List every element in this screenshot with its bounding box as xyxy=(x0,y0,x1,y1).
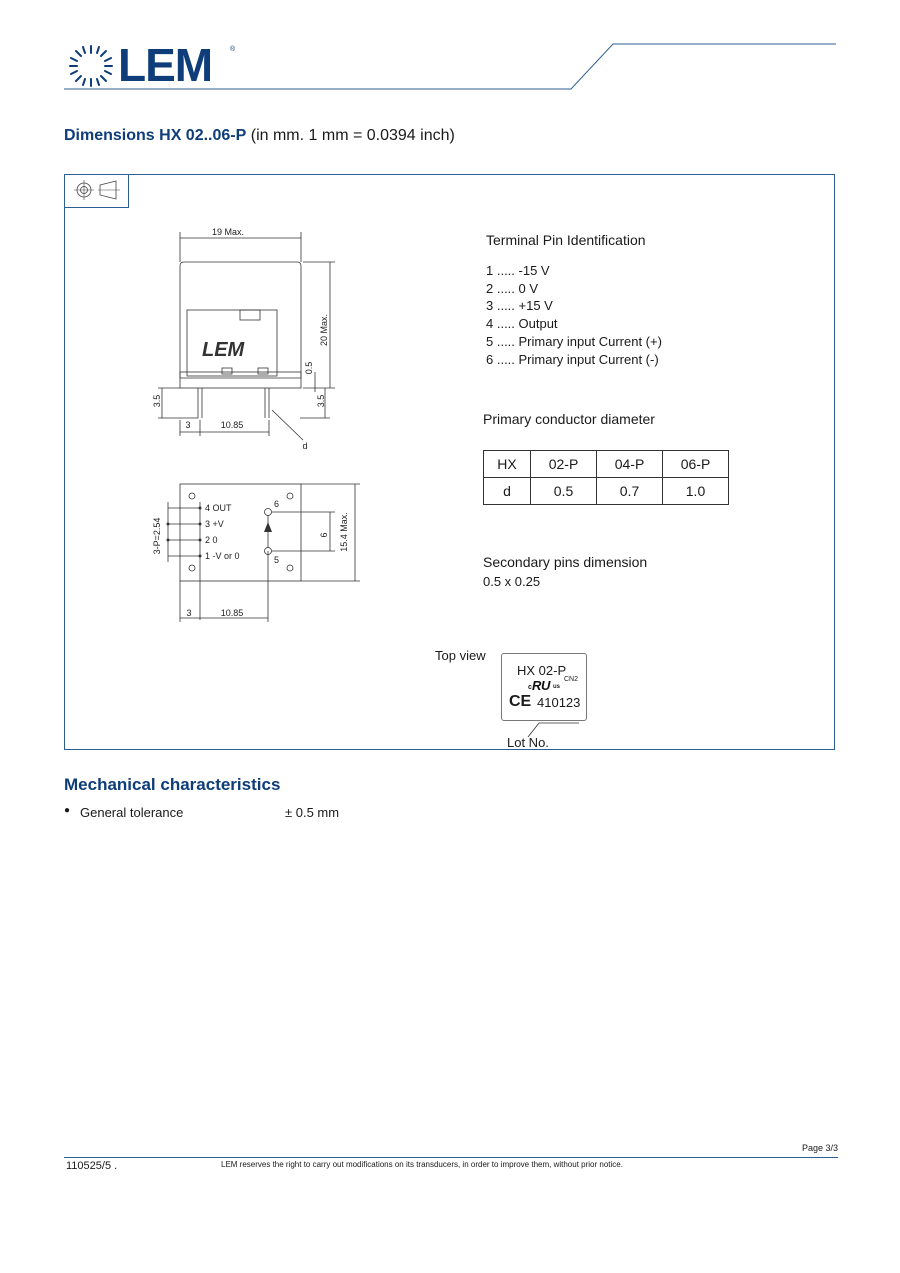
ce-mark: CE xyxy=(509,693,532,710)
conductor-table xyxy=(483,450,729,505)
dim-15-4: 15.4 Max. xyxy=(339,512,349,552)
projection-symbol-box xyxy=(64,174,129,208)
page-number: Page 3/3 xyxy=(801,1143,838,1153)
marking-lot: 410123 xyxy=(537,695,581,710)
terminal-pin-1: 1 ..... -15 V xyxy=(486,263,550,278)
projection-symbol-icon xyxy=(64,174,129,208)
terminal-pin-2: 2 ..... 0 V xyxy=(486,281,539,296)
secondary-title: Secondary pins dimension xyxy=(483,554,648,570)
pin3-label: 3 +V xyxy=(205,519,224,529)
terminal-pin-4: 4 ..... Output xyxy=(486,316,558,331)
dim-10-85: 10.85 xyxy=(220,420,244,430)
top-view-label: Top view xyxy=(435,648,486,663)
table-cell: HX xyxy=(484,451,531,478)
pin1-label: 1 -V or 0 xyxy=(205,551,240,561)
svg-text:U: U xyxy=(541,678,551,692)
page-title xyxy=(64,127,455,145)
terminal-pin-6: 6 ..... Primary input Current (-) xyxy=(486,352,659,367)
terminal-pin-3: 3 ..... +15 V xyxy=(486,298,553,313)
table-cell: d xyxy=(484,478,531,505)
table-row xyxy=(484,451,729,478)
registered-mark: ® xyxy=(230,46,236,53)
footer-note: LEM reserves the right to carry out modifications on its transducers, in order to improve them, without prior notice. xyxy=(221,1160,623,1169)
dim-height: 20 Max. xyxy=(319,313,329,347)
pin4-label: 4 OUT xyxy=(205,503,232,513)
table-cell: 1.0 xyxy=(663,478,729,505)
dim-10-85-bottom: 10.85 xyxy=(220,608,244,618)
table-cell: 04-P xyxy=(597,451,663,478)
header-rule xyxy=(0,0,900,100)
table-cell: 0.7 xyxy=(597,478,663,505)
lot-label: Lot No. xyxy=(507,735,549,750)
svg-text:R: R xyxy=(532,678,542,692)
ul-c: c xyxy=(528,684,532,691)
ul-mark-icon xyxy=(531,678,553,692)
dim-6: 6 xyxy=(319,532,329,538)
bullet-icon: ● xyxy=(64,805,71,816)
company-logo: LEM xyxy=(118,39,213,91)
table-cell: 06-P xyxy=(663,451,729,478)
pin6-label: 6 xyxy=(274,499,280,509)
tolerance-label: General tolerance xyxy=(80,805,184,820)
table-row xyxy=(484,478,729,505)
table-cell: 02-P xyxy=(531,451,597,478)
secondary-value: 0.5 x 0.25 xyxy=(483,574,541,589)
drawing-logo-mark: LEM xyxy=(202,339,245,361)
dim-3-5-left: 3.5 xyxy=(152,394,162,408)
title-main: Dimensions HX 02..06-P xyxy=(64,127,247,144)
pin2-label: 2 0 xyxy=(205,535,218,545)
ul-us: us xyxy=(553,684,561,690)
dim-d: d xyxy=(302,441,308,451)
dim-top-width: 19 Max. xyxy=(211,227,245,237)
dim-3-5-right: 3.5 xyxy=(316,394,326,408)
marking-model: HX 02-P xyxy=(517,663,567,678)
dim-0-5: 0.5 xyxy=(304,361,314,375)
conductor-title: Primary conductor diameter xyxy=(483,411,655,427)
tolerance-value: ± 0.5 mm xyxy=(285,805,340,820)
dim-3-bottom: 3 xyxy=(186,608,192,618)
dim-3: 3 xyxy=(185,420,191,430)
marking-cn: CN2 xyxy=(564,676,579,683)
document-code: 110525/5 . xyxy=(66,1160,118,1172)
dim-pitch: 3-P=2.54 xyxy=(152,517,162,555)
table-cell: 0.5 xyxy=(531,478,597,505)
terminal-pin-5: 5 ..... Primary input Current (+) xyxy=(486,334,662,349)
footer-rule xyxy=(64,1157,838,1158)
technical-drawing xyxy=(140,220,380,640)
title-units: (in mm. 1 mm = 0.0394 inch) xyxy=(246,127,455,144)
mechanical-title: Mechanical characteristics xyxy=(64,775,281,794)
pin5-label: 5 xyxy=(274,555,280,565)
terminal-title: Terminal Pin Identification xyxy=(486,232,646,248)
